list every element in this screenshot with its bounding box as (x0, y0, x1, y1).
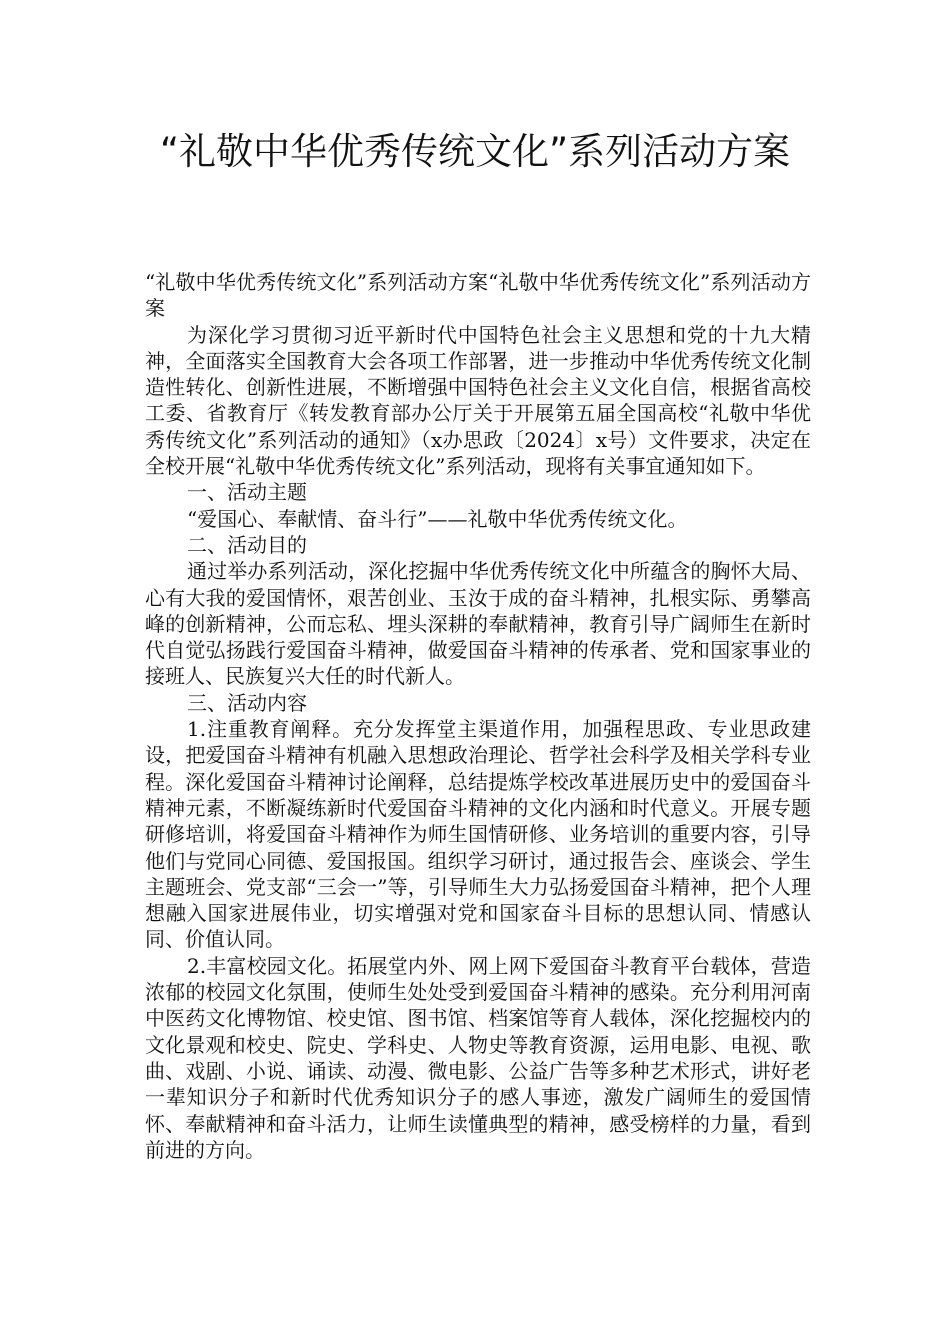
paragraph: 一、活动主题 (187, 480, 307, 505)
paragraph: 2.丰富校园文化。拓展堂内外、网上网下爱国奋斗教育平台载体，营造浓郁的校园文化氛围，使师生处处受到爱国奋斗精神的感染。充分利用河南中医药文化博物馆、校史馆、图书馆、档案馆等育人载体，深化挖掘校内的文化景观和校史、院史、学科史、人物史等教育资源，运用电影、电视、歌曲、戏剧、小说、诵读、动漫、微电影、公益广告等多种艺术形式，讲好老一辈知识分子和新时代优秀知识分子的感人事迹，激发广阔师生的爱国情怀、奉献精神和奋斗活力，让师生读懂典型的精神，感受榜样的力量，看到前进的方向。 (145, 953, 811, 1162)
document-title: “礼敬中华优秀传统文化”系列活动方案 (159, 130, 791, 173)
paragraph: 三、活动内容 (187, 690, 307, 715)
paragraph: 二、活动目的 (187, 532, 307, 557)
paragraph: “爱国心、奉献情、奋斗行”——礼敬中华优秀传统文化。 (187, 506, 688, 531)
document-body (145, 269, 811, 1163)
paragraph: 1.注重教育阐释。充分发挥堂主渠道作用，加强程思政、专业思政建设，把爱国奋斗精神有机融入思想政治理论、哲学社会科学及相关学科专业程。深化爱国奋斗精神讨论阐释，总结提炼学校改革进展历史中的爱国奋斗精神元素，不断凝练新时代爱国奋斗精神的文化内涵和时代意义。开展专题研修培训，将爱国奋斗精神作为师生国情研修、业务培训的重要内容，引导他们与党同心同德、爱国报国。组织学习研讨，通过报告会、座谈会、学生主题班会、党支部“三会一”等，引导师生大力弘扬爱国奋斗精神，把个人理想融入国家进展伟业，切实增强对党和国家奋斗目标的思想认同、情感认同、价值认同。 (145, 717, 811, 952)
paragraph: 通过举办系列活动，深化挖掘中华优秀传统文化中所蕴含的胸怀大局、心有大我的爱国情怀，艰苦创业、玉汝于成的奋斗精神，扎根实际、勇攀高峰的创新精神，公而忘私、埋头深耕的奉献精神，教育引导广阔师生在新时代自觉弘扬践行爱国奋斗精神，做爱国奋斗精神的传承者、党和国家事业的接班人、民族复兴大任的时代新人。 (145, 559, 811, 689)
paragraph: “礼敬中华优秀传统文化”系列活动方案“礼敬中华优秀传统文化”系列活动方案 (145, 270, 811, 321)
paragraph: 为深化学习贯彻习近平新时代中国特色社会主义思想和党的十九大精神，全面落实全国教育大会各项工作部署，进一步推动中华优秀传统文化制造性转化、创新性进展，不断增强中国特色社会主义文化自信，根据省高校工委、省教育厅《转发教育部办公厅关于开展第五届全国高校“礼敬中华优秀传统文化”系列活动的通知》（x办思政〔2024〕x号）文件要求，决定在全校开展“礼敬中华优秀传统文化”系列活动，现将有关事宜通知如下。 (145, 322, 811, 479)
